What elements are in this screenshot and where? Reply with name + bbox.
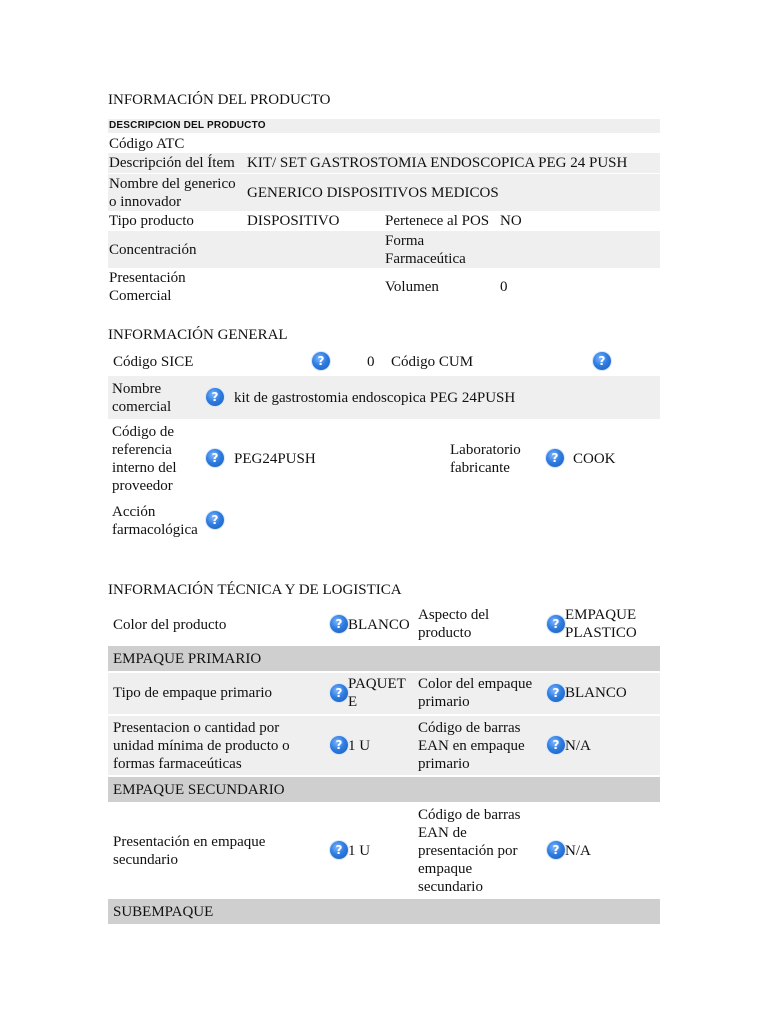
label-ean-sec-3: presentación por xyxy=(418,843,518,859)
row-tipo-empaque xyxy=(108,673,660,714)
value-volumen: 0 xyxy=(500,279,508,295)
label-ean-primario-1: Código de barras xyxy=(418,720,521,736)
label-nombre-comercial-2: comercial xyxy=(112,399,172,415)
label-ref-1: Código de xyxy=(112,424,175,440)
value-tipo-empaque-1: PAQUET xyxy=(348,676,406,692)
label-forma-2: Farmaceútica xyxy=(385,251,466,267)
value-aspecto-2: PLASTICO xyxy=(565,625,637,641)
section-title-tecnica: INFORMACIÓN TÉCNICA Y DE LOGISTICA xyxy=(108,582,402,598)
help-icon[interactable]: ? xyxy=(330,684,348,702)
value-aspecto-1: EMPAQUE xyxy=(565,607,637,623)
label-lab-1: Laboratorio xyxy=(450,442,521,458)
help-icon[interactable]: ? xyxy=(547,841,565,859)
value-pres-min: 1 U xyxy=(348,738,371,754)
label-pos: Pertenece al POS xyxy=(385,213,490,229)
label-generico-1: Nombre del generico xyxy=(109,176,236,192)
row-presentacion-secundario xyxy=(108,804,660,898)
label-codigo-atc: Código ATC xyxy=(109,136,185,152)
band-label-secundario: EMPAQUE SECUNDARIO xyxy=(113,782,285,798)
label-pres-sec-2: secundario xyxy=(113,852,178,868)
row-referencia xyxy=(108,421,660,497)
label-sice: Código SICE xyxy=(113,354,194,370)
label-ean-sec-1: Código de barras xyxy=(418,807,521,823)
label-aspecto-2: producto xyxy=(418,625,472,641)
band-label-primario: EMPAQUE PRIMARIO xyxy=(113,651,262,667)
label-pres-min-2: unidad mínima de producto o xyxy=(113,738,290,754)
help-icon[interactable]: ? xyxy=(547,615,565,633)
help-icon[interactable]: ? xyxy=(312,352,330,370)
label-lab-2: fabricante xyxy=(450,460,510,476)
label-ref-4: proveedor xyxy=(112,478,173,494)
label-tipo-producto: Tipo producto xyxy=(109,213,194,229)
label-descripcion: Descripción del Ítem xyxy=(109,155,235,171)
value-ean-primario: N/A xyxy=(565,738,591,754)
row-color-producto xyxy=(108,604,660,646)
label-accion-1: Acción xyxy=(112,504,156,520)
value-tipo-empaque-2: E xyxy=(348,694,358,710)
label-nombre-comercial-1: Nombre xyxy=(112,381,162,397)
value-color-empaque: BLANCO xyxy=(565,685,627,701)
section-title-general: INFORMACIÓN GENERAL xyxy=(108,327,288,343)
band-empaque-primario xyxy=(108,646,660,671)
band-subempaque xyxy=(108,899,660,924)
band-label-subempaque: SUBEMPAQUE xyxy=(113,904,214,920)
label-accion-2: farmacológica xyxy=(112,522,198,538)
help-icon[interactable]: ? xyxy=(206,449,224,467)
label-generico-2: o innovador xyxy=(109,194,182,210)
label-ean-primario-2: EAN en empaque xyxy=(418,738,525,754)
label-ean-primario-3: primario xyxy=(418,756,470,772)
help-icon[interactable]: ? xyxy=(546,449,564,467)
label-concentracion: Concentración xyxy=(109,242,197,258)
value-color-producto: BLANCO xyxy=(348,617,410,633)
value-descripcion: KIT/ SET GASTROSTOMIA ENDOSCOPICA PEG 24 PUSH xyxy=(247,155,628,171)
value-pos: NO xyxy=(500,213,522,229)
label-aspecto-1: Aspecto del xyxy=(418,607,490,623)
row-nombre-comercial xyxy=(108,376,660,419)
section-title-producto: INFORMACIÓN DEL PRODUCTO xyxy=(108,92,331,108)
label-color-producto: Color del producto xyxy=(113,617,227,633)
help-icon[interactable]: ? xyxy=(206,388,224,406)
value-pres-sec: 1 U xyxy=(348,843,371,859)
label-ean-sec-2: EAN de xyxy=(418,825,467,841)
label-ean-sec-4: empaque xyxy=(418,861,473,877)
row-generico xyxy=(108,174,660,211)
help-icon[interactable]: ? xyxy=(206,511,224,529)
subheader-descripcion: DESCRIPCION DEL PRODUCTO xyxy=(109,120,266,131)
row-presentacion xyxy=(108,268,660,306)
label-ean-sec-5: secundario xyxy=(418,879,483,895)
label-ref-3: interno del xyxy=(112,460,177,476)
label-presentacion-1: Presentación xyxy=(109,270,186,286)
row-descripcion xyxy=(108,153,660,173)
row-concentracion xyxy=(108,231,660,268)
label-presentacion-2: Comercial xyxy=(109,288,172,304)
label-color-empaque-2: primario xyxy=(418,694,470,710)
value-generico: GENERICO DISPOSITIVOS MEDICOS xyxy=(247,185,499,201)
label-color-empaque-1: Color del empaque xyxy=(418,676,533,692)
label-pres-min-3: formas farmaceúticas xyxy=(113,756,242,772)
value-tipo-producto: DISPOSITIVO xyxy=(247,213,340,229)
help-icon[interactable]: ? xyxy=(330,736,348,754)
label-tipo-empaque: Tipo de empaque primario xyxy=(113,685,273,701)
value-ref: PEG24PUSH xyxy=(234,451,316,467)
value-nombre-comercial: kit de gastrostomia endoscopica PEG 24PUSH xyxy=(234,390,516,406)
label-forma-1: Forma xyxy=(385,233,425,249)
subheader-row xyxy=(108,119,660,133)
row-accion xyxy=(108,502,660,542)
label-volumen: Volumen xyxy=(385,279,439,295)
help-icon[interactable]: ? xyxy=(330,615,348,633)
help-icon[interactable]: ? xyxy=(547,736,565,754)
value-sice: 0 xyxy=(367,354,375,370)
row-tipo-producto xyxy=(108,211,660,231)
row-presentacion-minima xyxy=(108,716,660,775)
label-pres-sec-1: Presentación en empaque xyxy=(113,834,266,850)
row-sice xyxy=(108,350,660,374)
help-icon[interactable]: ? xyxy=(330,841,348,859)
band-empaque-secundario xyxy=(108,777,660,802)
label-pres-min-1: Presentacion o cantidad por xyxy=(113,720,280,736)
label-ref-2: referencia xyxy=(112,442,172,458)
row-codigo-atc xyxy=(108,134,660,154)
value-ean-sec: N/A xyxy=(565,843,591,859)
label-cum: Código CUM xyxy=(391,354,474,370)
help-icon[interactable]: ? xyxy=(547,684,565,702)
help-icon[interactable]: ? xyxy=(593,352,611,370)
value-lab: COOK xyxy=(573,451,616,467)
